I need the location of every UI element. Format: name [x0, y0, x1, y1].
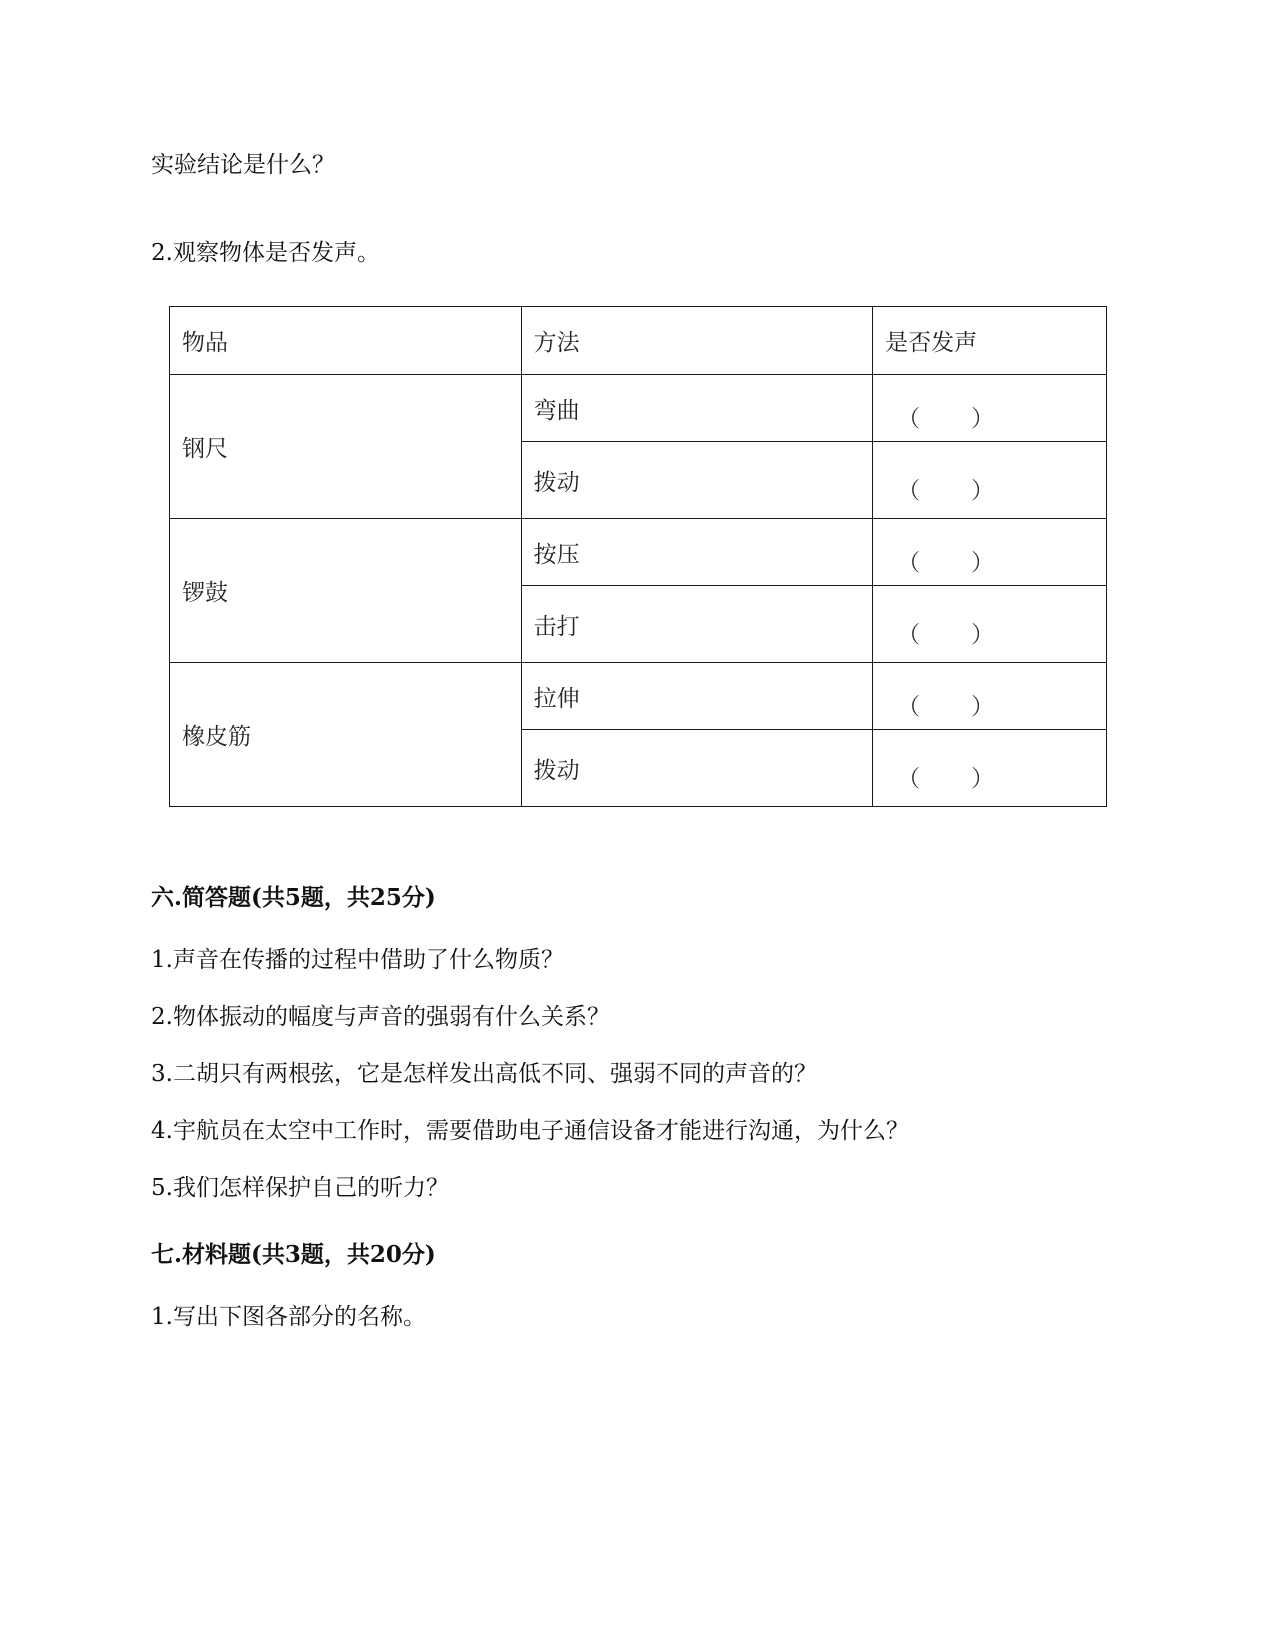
item-cell: 锣鼓 — [170, 519, 522, 663]
question-2-prompt: 2.观察物体是否发声。 — [151, 240, 380, 266]
section-7-title: 七.材料题(共3题，共20分) — [151, 1241, 436, 1268]
table-row — [170, 663, 1107, 730]
answer-cell[interactable]: （ ） — [873, 375, 1107, 442]
header-item: 物品 — [170, 307, 522, 375]
method-cell: 拉伸 — [521, 663, 873, 730]
section-6-question-5: 5.我们怎样保护自己的听力？ — [151, 1175, 449, 1201]
method-cell: 按压 — [521, 519, 873, 586]
section-7-question-1: 1.写出下图各部分的名称。 — [151, 1304, 426, 1330]
section-6-question-3: 3.二胡只有两根弦，它是怎样发出高低不同、强弱不同的声音的？ — [151, 1061, 817, 1087]
method-cell: 击打 — [521, 586, 873, 663]
table-row — [170, 519, 1107, 586]
answer-cell[interactable]: （ ） — [873, 663, 1107, 730]
section-6-title: 六.简答题(共5题，共25分) — [151, 884, 436, 911]
item-cell: 钢尺 — [170, 375, 522, 519]
section-6-question-1: 1.声音在传播的过程中借助了什么物质？ — [151, 947, 564, 973]
answer-cell[interactable]: （ ） — [873, 519, 1107, 586]
section-6-question-4: 4.宇航员在太空中工作时，需要借助电子通信设备才能进行沟通，为什么？ — [151, 1118, 909, 1144]
conclusion-question: 实验结论是什么？ — [151, 152, 335, 178]
method-cell: 弯曲 — [521, 375, 873, 442]
method-cell: 拨动 — [521, 730, 873, 807]
table-header-row — [170, 307, 1107, 375]
table-row — [170, 375, 1107, 442]
method-cell: 拨动 — [521, 442, 873, 519]
answer-cell[interactable]: （ ） — [873, 442, 1107, 519]
observation-table — [169, 306, 1107, 807]
answer-cell[interactable]: （ ） — [873, 586, 1107, 663]
section-6-question-2: 2.物体振动的幅度与声音的强弱有什么关系？ — [151, 1004, 610, 1030]
answer-cell[interactable]: （ ） — [873, 730, 1107, 807]
item-cell: 橡皮筋 — [170, 663, 522, 807]
header-method: 方法 — [521, 307, 873, 375]
header-sound: 是否发声 — [873, 307, 1107, 375]
